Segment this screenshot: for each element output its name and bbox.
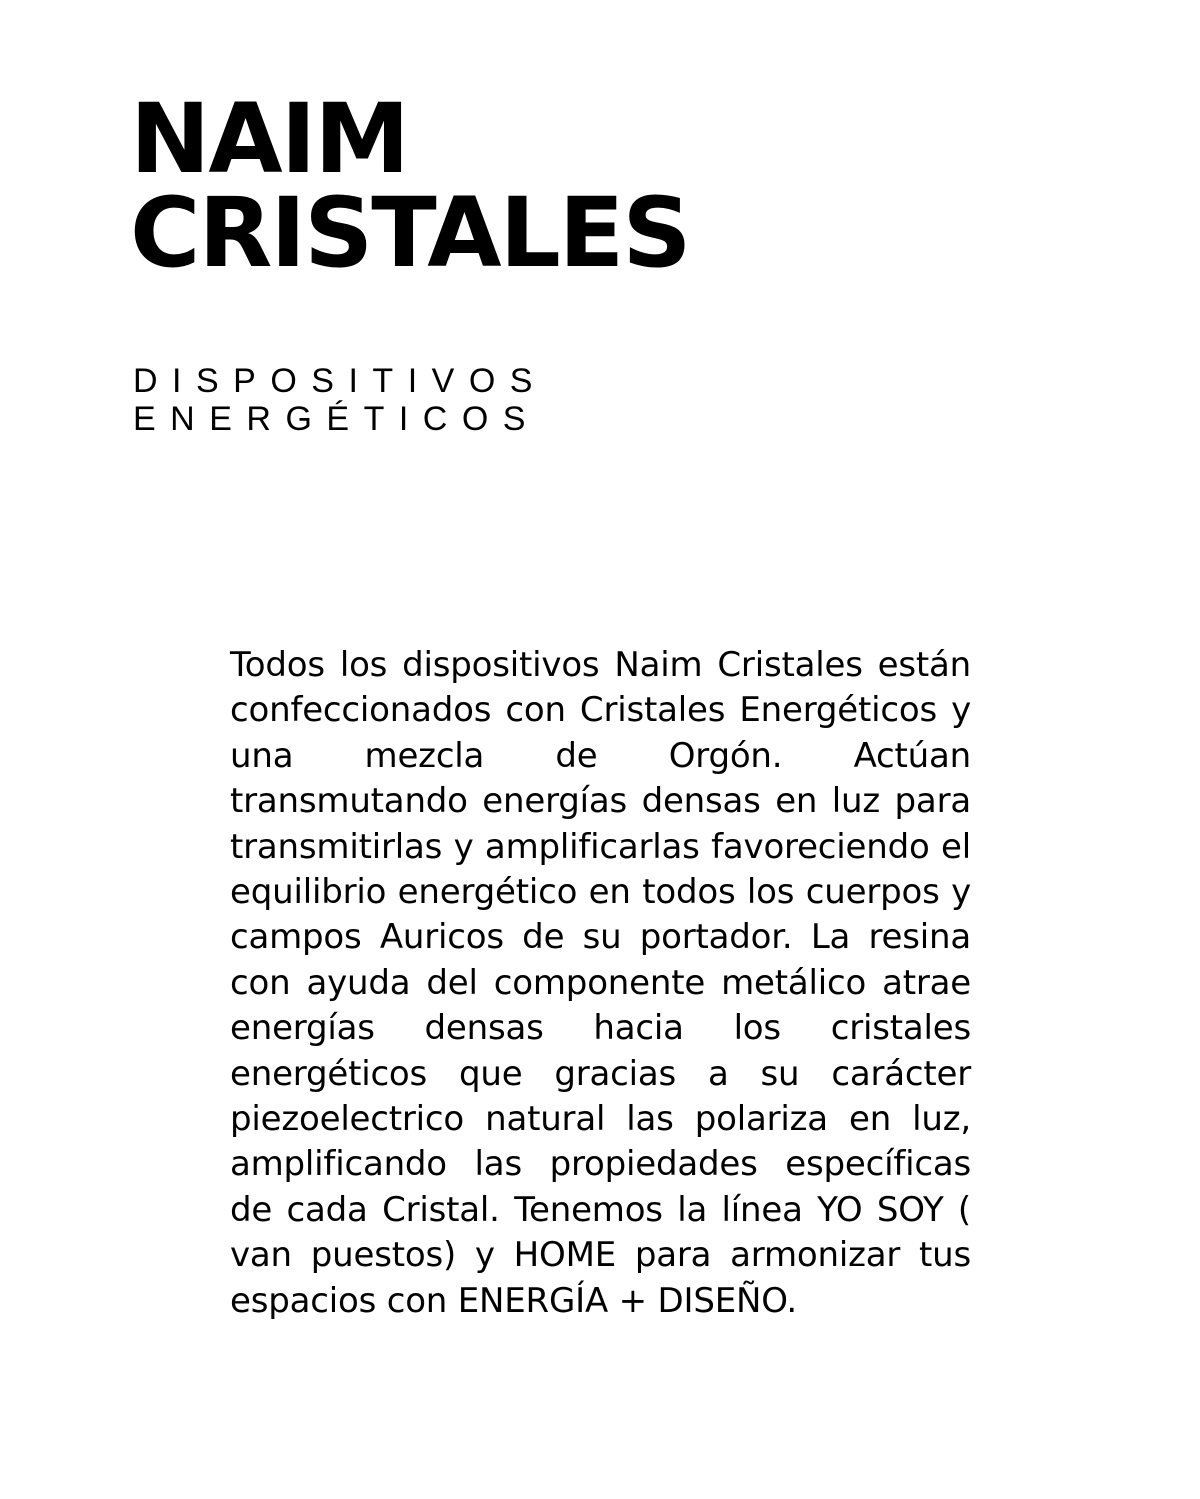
brand-title-line-1: NAIM	[130, 83, 408, 195]
description-paragraph: Todos los dispositivos Naim Cristales están confeccionados con Cristales Energéticos y una mezcla de Orgón. Actúan transmutando energías densas en luz para transmitirlas y amplificarlas favoreciendo el equilibrio energético en todos los cuerpos y campos Auricos de su portador. La resina con ayuda del componente metálico atrae energías densas hacia los cristales energéticos que gracias a su carácter piezoelectrico natural las polariza en luz, amplificando las propiedades específicas de cada Cristal. Tenemos la línea YO SOY ( van puestos) y HOME para armonizar tus espacios con ENERGÍA + DISEÑO.	[230, 645, 971, 1321]
subtitle-line-2: ENERGÉTICOS	[133, 400, 540, 438]
brand-title-line-2: CRISTALES	[130, 177, 690, 289]
subtitle-line-1: DISPOSITIVOS	[133, 362, 547, 400]
subtitle	[133, 362, 733, 438]
brand-title	[130, 83, 830, 289]
